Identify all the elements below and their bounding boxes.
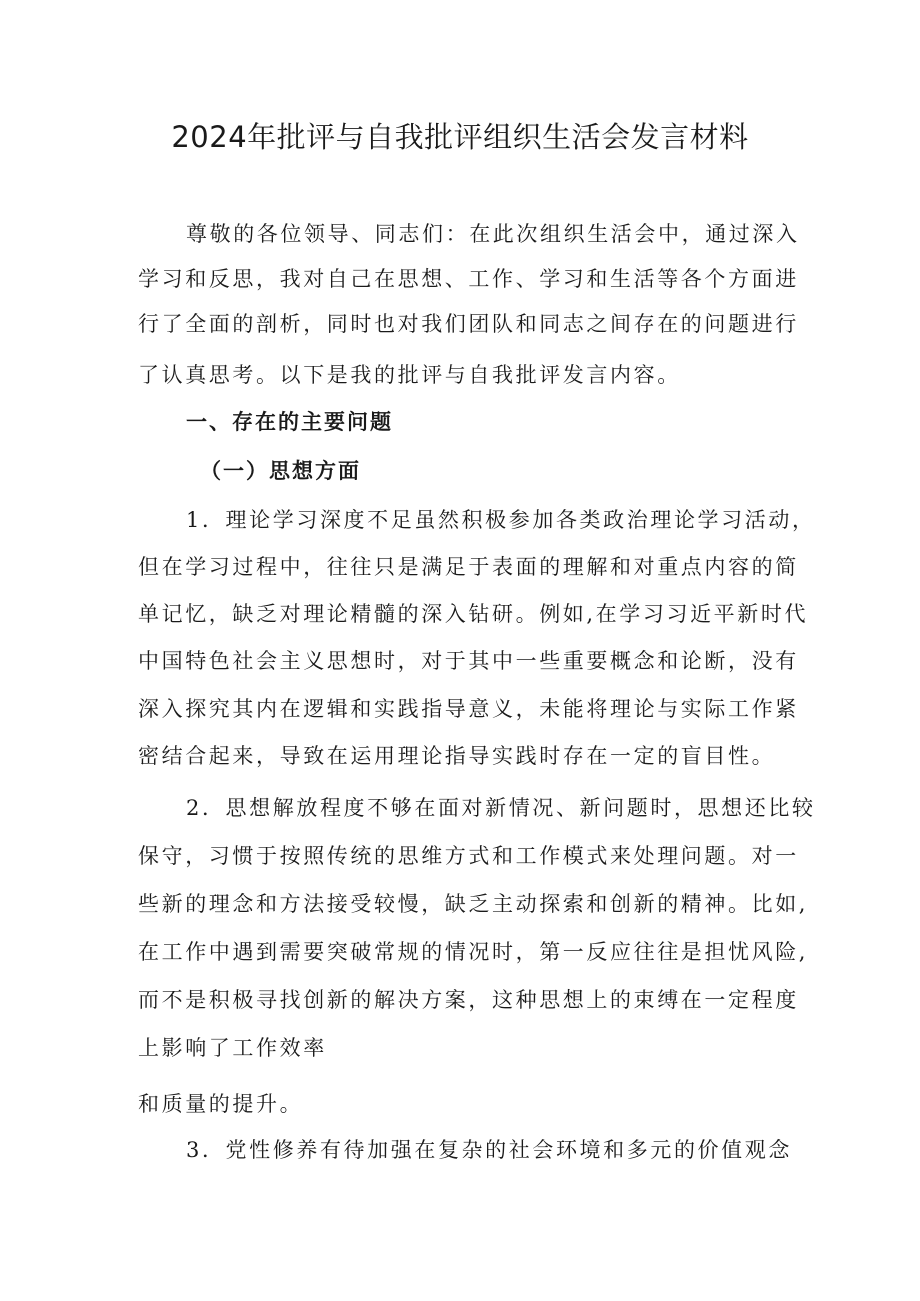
item-1-line: 深入探究其内在逻辑和实践指导意义，未能将理论与实际工作紧 xyxy=(138,697,799,721)
item-1-line: 单记忆，缺乏对理论精髓的深入钻研。例如,在学习习近平新时代 xyxy=(138,602,809,626)
item-1-line: 密结合起来，导致在运用理论指导实践时存在一定的盲目性。 xyxy=(138,744,776,768)
intro-line: 了认真思考。以下是我的批评与自我批评发言内容。 xyxy=(138,363,681,387)
document-title: 2024年批评与自我批评组织生活会发言材料 xyxy=(171,120,749,154)
item-2-line: 上影响了工作效率 xyxy=(138,1036,327,1060)
intro-line: 学习和反思，我对自己在思想、工作、学习和生活等各个方面进 xyxy=(138,267,799,291)
subsection-heading: （一）思想方面 xyxy=(200,459,361,483)
intro-line: 尊敬的各位领导、同志们：在此次组织生活会中，通过深入 xyxy=(186,222,800,246)
item-2-line: 在工作中遇到需要突破常规的情况时，第一反应往往是担忧风险, xyxy=(138,940,809,964)
item-1-line: 但在学习过程中，往往只是满足于表面的理解和对重点内容的简 xyxy=(138,555,799,579)
item-3-line: 3．党性修养有待加强在复杂的社会环境和多元的价值观念 xyxy=(186,1138,792,1162)
item-2-line: 保守，习惯于按照传统的思维方式和工作模式来处理问题。对一 xyxy=(138,844,799,868)
item-2-line: 和质量的提升。 xyxy=(138,1092,304,1116)
item-2-line: 2．思想解放程度不够在面对新情况、新问题时，思想还比较 xyxy=(186,796,816,820)
item-2-line: 些新的理念和方法接受较慢，缺乏主动探索和创新的精神。比如, xyxy=(138,892,809,916)
section-heading: 一、存在的主要问题 xyxy=(186,410,393,434)
item-2-line: 而不是积极寻找创新的解决方案，这种思想上的束缚在一定程度 xyxy=(138,988,799,1012)
item-1-line: 中国特色社会主义思想时，对于其中一些重要概念和论断，没有 xyxy=(138,649,799,673)
intro-line: 行了全面的剖析，同时也对我们团队和同志之间存在的问题进行 xyxy=(138,312,799,336)
item-1-line: 1．理论学习深度不足虽然积极参加各类政治理论学习活动， xyxy=(186,508,816,532)
